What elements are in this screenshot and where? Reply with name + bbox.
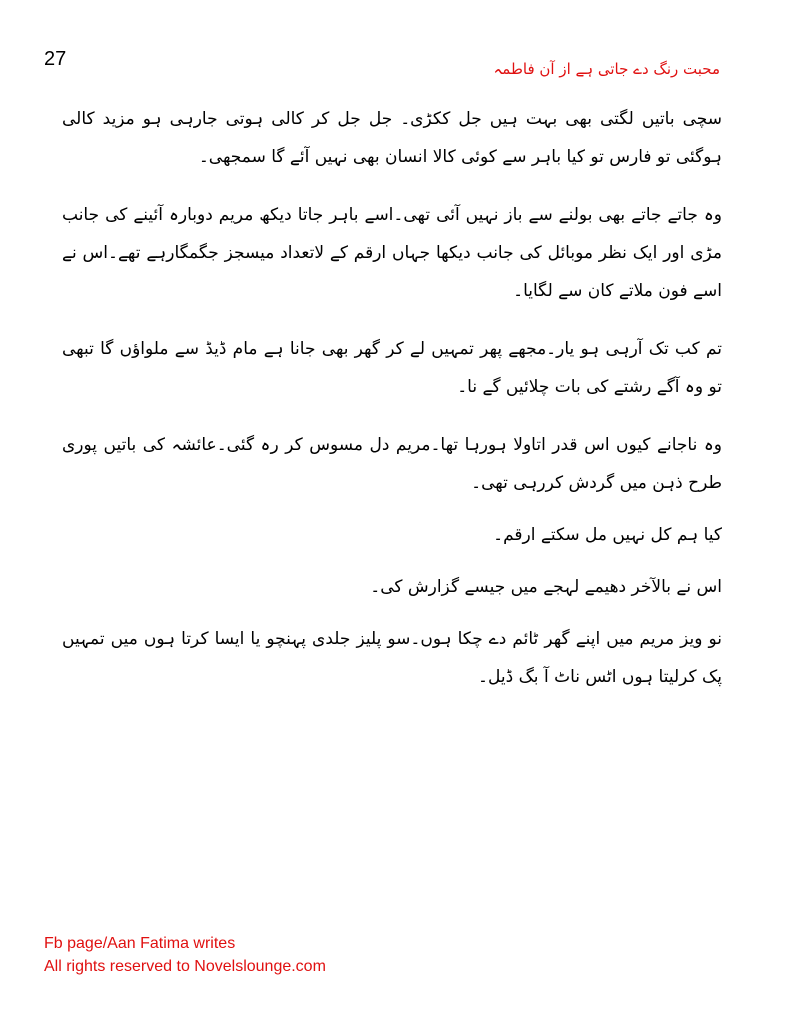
- paragraph-5: کیا ہم کل نہیں مل سکتے ارقم۔: [493, 525, 722, 545]
- footer: [44, 932, 326, 978]
- paragraph-3: تم کب تک آرہی ہو یار۔مجھے پھر تمہیں لے کر گھر بھی جانا ہے مام ڈیڈ سے ملواؤں گا تبھی تو وہ آگے رشتے کی بات چلائیں گے نا۔: [62, 339, 722, 397]
- paragraph-1: سچی باتیں لگتی بھی بہت ہیں جل ککڑی۔ جل جل کر کالی ہوتی جارہی ہو مزید کالی ہوگئی تو فارس تو کیا باہر سے کوئی کالا انسان بھی نہیں آئے گا سمجھی۔: [62, 109, 722, 167]
- header-title: محبت رنگ دے جاتی ہے از آن فاطمہ: [493, 60, 720, 78]
- body-text: [62, 100, 722, 716]
- paragraph-4: وہ ناجانے کیوں اس قدر اتاولا ہورہا تھا۔مریم دل مسوس کر رہ گئی۔عائشہ کی باتیں پوری طرح ذہن میں گردش کررہی تھی۔: [62, 435, 722, 493]
- paragraph-2: وہ جاتے جاتے بھی بولنے سے باز نہیں آئی تھی۔اسے باہر جاتا دیکھ مریم دوبارہ آئینے کی جانب مڑی اور ایک نظر موبائل کی جانب دیکھا جہاں ارقم کے لاتعداد میسجز جگمگارہے تھے۔اس نے اسے فون ملاتے کان سے لگایا۔: [62, 205, 722, 301]
- paragraph-7: نو ویز مریم میں اپنے گھر ٹائم دے چکا ہوں۔سو پلیز جلدی پہنچو یا ایسا کرتا ہوں میں تمہیں پک کرلیتا ہوں اٹس ناٹ آ بگ ڈیل۔: [62, 629, 722, 687]
- paragraph-6: اس نے بالآخر دھیمے لہجے میں جیسے گزارش کی۔: [370, 577, 722, 597]
- page-number: 27: [44, 48, 67, 70]
- footer-copyright: All rights reserved to Novelslounge.com: [44, 958, 326, 975]
- footer-fb-page: Fb page/Aan Fatima writes: [44, 935, 236, 952]
